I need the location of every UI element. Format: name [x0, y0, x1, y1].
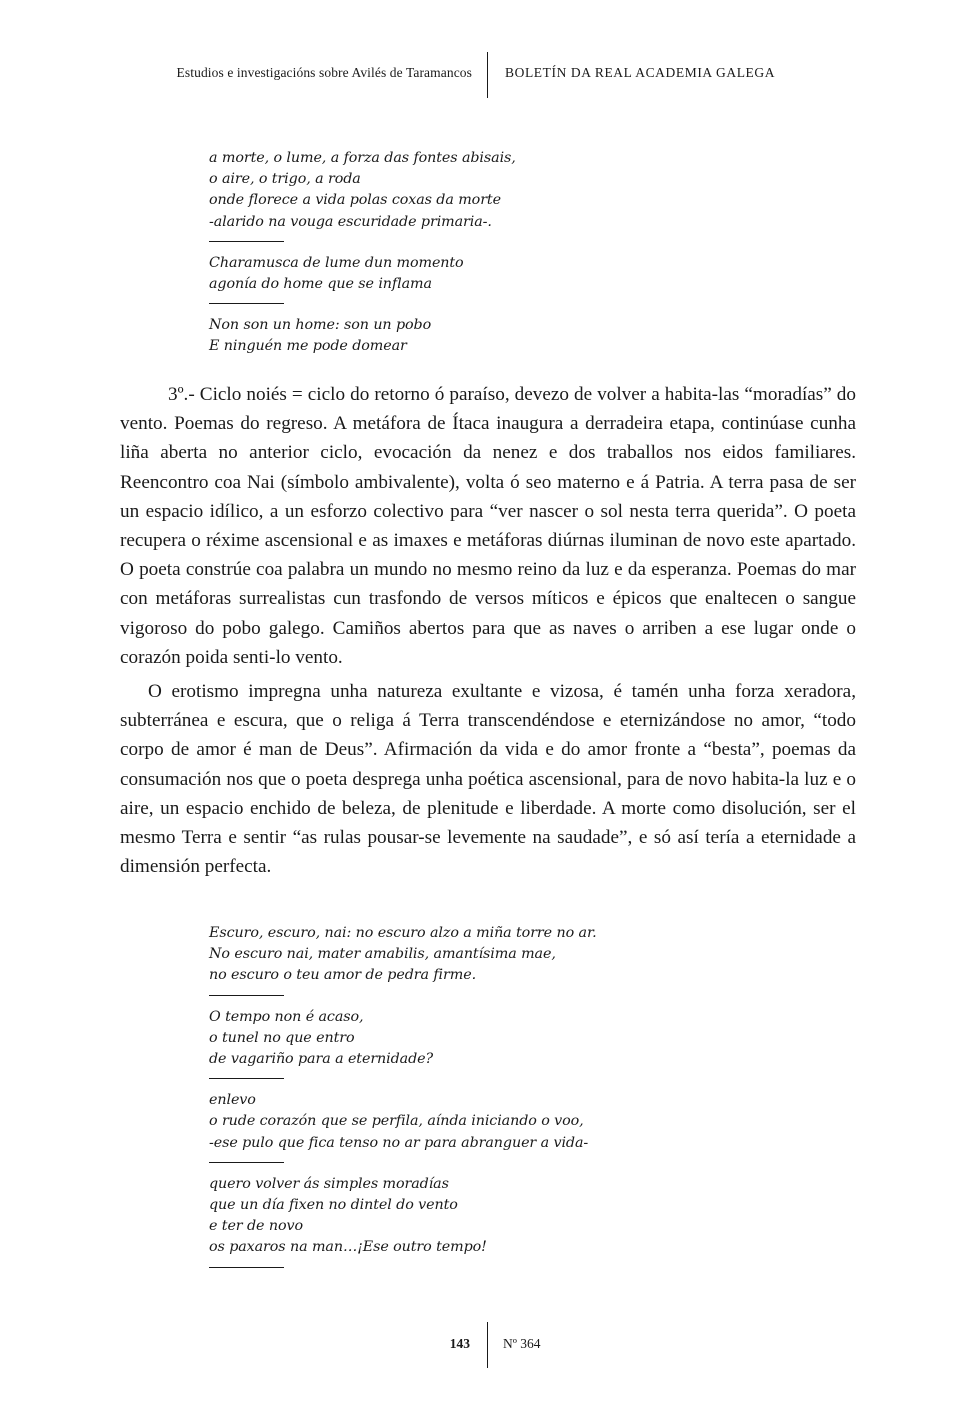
stanza-separator — [209, 1267, 284, 1268]
poem-quote-block-1 — [209, 148, 516, 358]
poem-line: O tempo non é acaso, — [209, 1008, 364, 1025]
poem-line: quero volver ás simples moradías — [209, 1175, 449, 1192]
poem-line: e ter de novo — [209, 1218, 303, 1235]
poem-line: que un día fixen no dintel do vento — [209, 1197, 458, 1214]
stanza-separator — [209, 995, 284, 996]
poem-line: No escuro nai, mater amabilis, amantísima mae, — [209, 946, 556, 963]
poem-line: de vagariño para a eternidade? — [209, 1051, 434, 1068]
footer-divider — [487, 1322, 488, 1368]
poem-line: agonía do home que se inflama — [209, 276, 432, 293]
page-footer — [0, 1322, 975, 1370]
header-divider — [487, 52, 488, 98]
poem-line: -ese pulo que fica tenso no ar para abranguer a vida- — [209, 1134, 589, 1151]
poem-line: os paxaros na man…¡Ese outro tempo! — [209, 1239, 487, 1256]
poem-line: E ninguén me pode domear — [209, 338, 407, 355]
poem-line: Escuro, escuro, nai: no escuro alzo a miña torre no ar. — [209, 925, 597, 941]
body-paragraph: O erotismo impregna unha natureza exultante e vizosa, é tamén unha forza xeradora, subterránea e escura, que o religa á Terra transcendéndose e eternizándose no amor, “todo corpo de amor é man de Deus”. Afirmación da vida e do amor fronte a “besta”, poemas da consumación nos que o poeta desprega unha poética ascensional, para de novo habita-la luz e o aire, un espacio enchido de beleza, de plenitude e liberdade. A morte como disolución, ser el mesmo Terra e sentir “as rulas pousar-se levemente na saudade”, e só así tería a eternidade a dimensión perfecta. — [120, 681, 856, 878]
poem-quote-block-2 — [209, 923, 597, 1268]
running-header — [0, 52, 975, 100]
poem-line: enlevo — [209, 1092, 256, 1109]
stanza-separator — [209, 1162, 284, 1163]
poem-line: Charamusca de lume dun momento — [209, 254, 464, 271]
poem-line: o aire, o trigo, a roda — [209, 171, 361, 188]
poem-line: o tunel no que entro — [209, 1029, 355, 1046]
stanza-separator — [209, 241, 284, 242]
stanza-separator — [209, 303, 284, 304]
poem-line: no escuro o teu amor de pedra firme. — [209, 967, 477, 984]
stanza-separator — [209, 1078, 284, 1079]
poem-line: onde florece a vida polas coxas da morte — [209, 192, 501, 209]
body-paragraph: 3º.- Ciclo noiés = ciclo do retorno ó paraíso, devezo de volver a habita-las “moradías” do vento. Poemas do regreso. A metáfora de Ítaca inaugura a derradeira etapa, continúase cunha liña aberta no anterior ciclo, evocación da nenez e dos traballos nos eidos familiares. Reencontro coa Nai (símbolo ambivalente), volta ó seo materno e á Patria. A terra pasa de ser un espacio idílico, a un esforzo colectivo para “ver nascer o sol nesta terra querida”. O poeta recupera o réxime ascensional e as imaxes e metáforas diúrnas iluminan de novo este apartado. O poeta constrúe coa palabra un mundo no mesmo reino da luz e da esperanza. Poemas do mar con metáforas surrealistas cun trasfondo de versos míticos e épicos que enaltecen o sangue vigoroso do pobo galego. Camiños abertos para que as naves o arriben a ese lugar onde o corazón poida senti-lo vento. — [120, 384, 856, 668]
poem-line: Non son un home: son un pobo — [209, 317, 432, 334]
header-journal-title: BOLETÍN DA REAL ACADEMIA GALEGA — [505, 65, 776, 80]
poem-line: -alarido na vouga escuridade primaria-. — [209, 213, 492, 230]
issue-number: Nº 364 — [503, 1336, 541, 1351]
poem-line: a morte, o lume, a forza das fontes abisais, — [209, 150, 516, 166]
page-number: 143 — [449, 1336, 470, 1351]
header-publication-section: Estudios e investigacións sobre Avilés de Taramancos — [176, 65, 472, 80]
poem-line: o rude corazón que se perfila, aínda iniciando o voo, — [209, 1113, 584, 1130]
body-text — [120, 380, 856, 881]
